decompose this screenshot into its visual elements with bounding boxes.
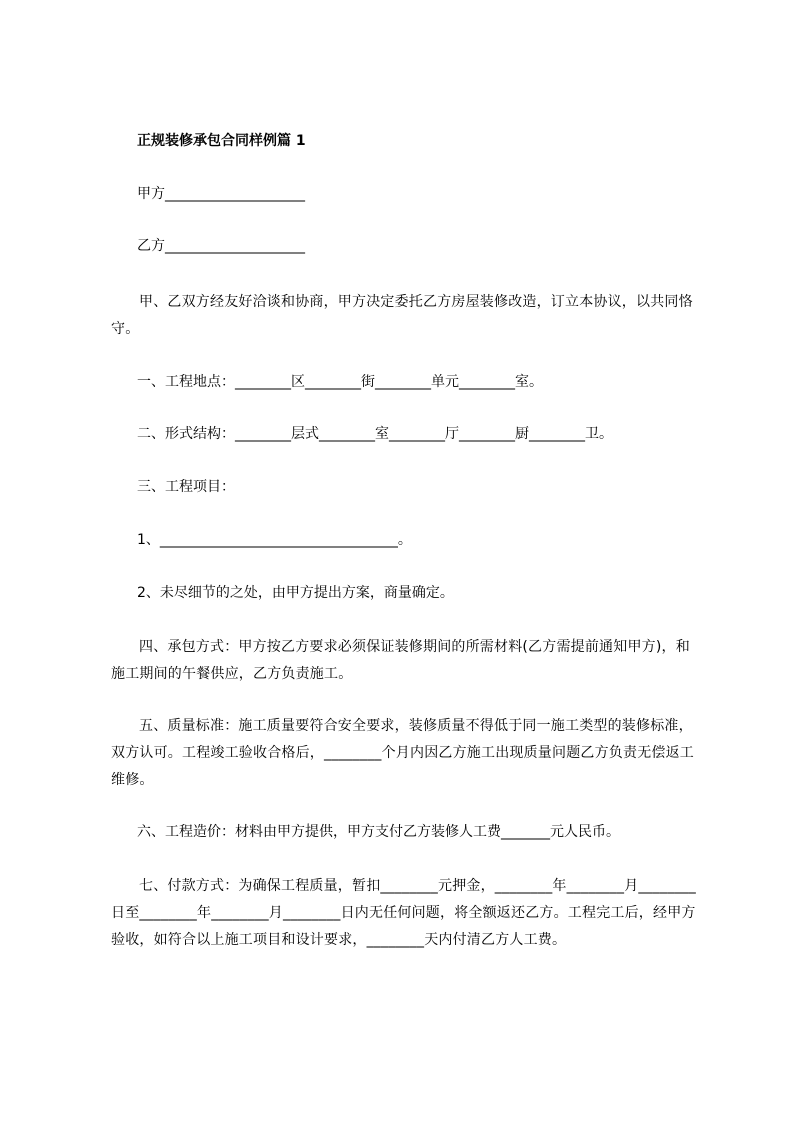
section-7-payment: 七、付款方式：为确保工程质量，暂扣________元押金，________年________月________日至________年________月________日内无任何问题，将全额返还乙方。工程完工后，经甲方验收，如符合以上施工项目和设计要求，________天内付清乙方人工费。 [111, 878, 696, 948]
project-item-1: 1、__________________________________。 [137, 532, 412, 548]
section-2-structure: 二、形式结构：________层式________室________厅________厨________卫。 [137, 426, 613, 442]
section-4-contract-method: 四、承包方式：甲方按乙方要求必须保证装修期间的所需材料(乙方需提前通知甲方)，和施工期间的午餐供应，乙方负责施工。 [111, 639, 690, 682]
party-a-line: 甲方____________________ [137, 186, 305, 202]
intro-paragraph: 甲、乙双方经友好洽谈和协商，甲方决定委托乙方房屋装修改造，订立本协议，以共同恪守。 [111, 294, 693, 337]
document-title: 正规装修承包合同样例篇 1 [137, 133, 306, 149]
section-3-heading: 三、工程项目： [137, 479, 235, 495]
section-1-location: 一、工程地点：________区________街________单元________室。 [137, 374, 543, 390]
party-b-line: 乙方____________________ [137, 238, 305, 254]
section-6-cost: 六、工程造价：材料由甲方提供，甲方支付乙方装修人工费_______元人民币。 [137, 824, 620, 840]
section-5-quality-standard: 五、质量标准：施工质量要符合安全要求，装修质量不得低于同一施工类型的装修标准，双方认可。工程竣工验收合格后，________个月内因乙方施工出现质量问题乙方负责无偿返工维修。 [111, 718, 694, 788]
project-item-2: 2、未尽细节的之处，由甲方提出方案，商量确定。 [137, 585, 454, 601]
